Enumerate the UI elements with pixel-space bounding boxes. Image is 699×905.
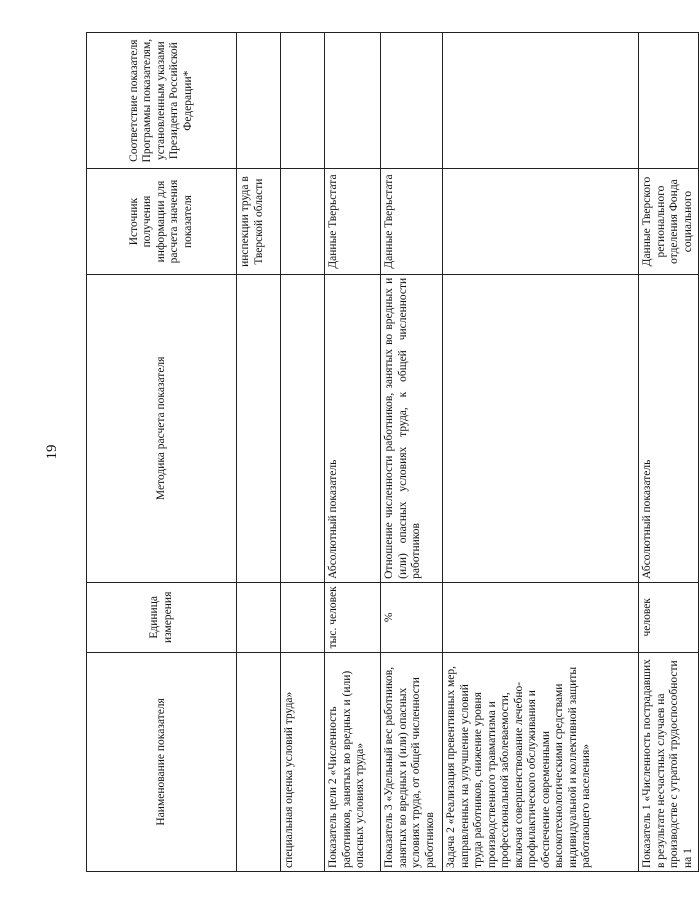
cell-compliance [381, 33, 443, 169]
cell-unit: человек [639, 582, 699, 652]
cell-method [443, 274, 639, 582]
cell-source [281, 169, 325, 274]
table-row [639, 33, 699, 872]
cell-unit: % [381, 582, 443, 652]
header-compliance: Соответствие показателя Программы показателям, установленным указами Президента Российской Федерации* [87, 33, 237, 169]
cell-method: Абсолютный показатель [325, 274, 381, 582]
cell-compliance [281, 33, 325, 169]
cell-source: Данные Тверского регионального отделения Фонда социального [639, 169, 699, 274]
cell-name: Показатель 3 «Удельный вес работников, занятых во вредных и (или) опасных условиях труда, от общей численности работников [381, 652, 443, 871]
cell-unit [443, 582, 639, 652]
indicators-table-wrapper [86, 32, 694, 872]
cell-name: Показатель 1 «Численность пострадавших в результате несчастных случаев на производстве с утратой трудоспособности на 1 [639, 652, 699, 871]
table-row [325, 33, 381, 872]
table-row [281, 33, 325, 872]
page-number: 19 [44, 444, 60, 460]
cell-unit [281, 582, 325, 652]
table-row [381, 33, 443, 872]
cell-source: Данные Тверьстата [325, 169, 381, 274]
cell-method: Отношение численности работников, занятых во вредных и (или) опасных условиях труда, к общей численности работников [381, 274, 443, 582]
table-row [443, 33, 639, 872]
cell-source: инспекции труда в Тверской области [237, 169, 281, 274]
header-name: Наименование показателя [87, 652, 237, 871]
cell-name [237, 652, 281, 871]
table-row [237, 33, 281, 872]
header-unit: Единица измерения [87, 582, 237, 652]
cell-unit [237, 582, 281, 652]
header-source: Источник получения информации для расчета значения показателя [87, 169, 237, 274]
cell-method [281, 274, 325, 582]
cell-compliance [325, 33, 381, 169]
cell-unit: тыс. человек [325, 582, 381, 652]
table-header-row [87, 33, 237, 872]
cell-name: Задача 2 «Реализация превентивных мер, направленных на улучшение условий труда работников, снижение уровня производственного травматизма и профессиональной заболеваемости, включая совершенствование лечебно-профилактического обслуживания и обеспечение современными высокотехнологическими средствами индивидуальной и коллективной защиты работающего населения» [443, 652, 639, 871]
cell-source [443, 169, 639, 274]
cell-name: Показатель цели 2 «Численность работников, занятых во вредных и (или) опасных условиях труда» [325, 652, 381, 871]
header-method: Методика расчета показателя [87, 274, 237, 582]
cell-compliance [443, 33, 639, 169]
cell-compliance [639, 33, 699, 169]
cell-source: Данные Тверьстата [381, 169, 443, 274]
cell-method [237, 274, 281, 582]
indicators-table [86, 32, 699, 872]
cell-compliance [237, 33, 281, 169]
cell-name: специальная оценка условий труда» [281, 652, 325, 871]
cell-method: Абсолютный показатель [639, 274, 699, 582]
